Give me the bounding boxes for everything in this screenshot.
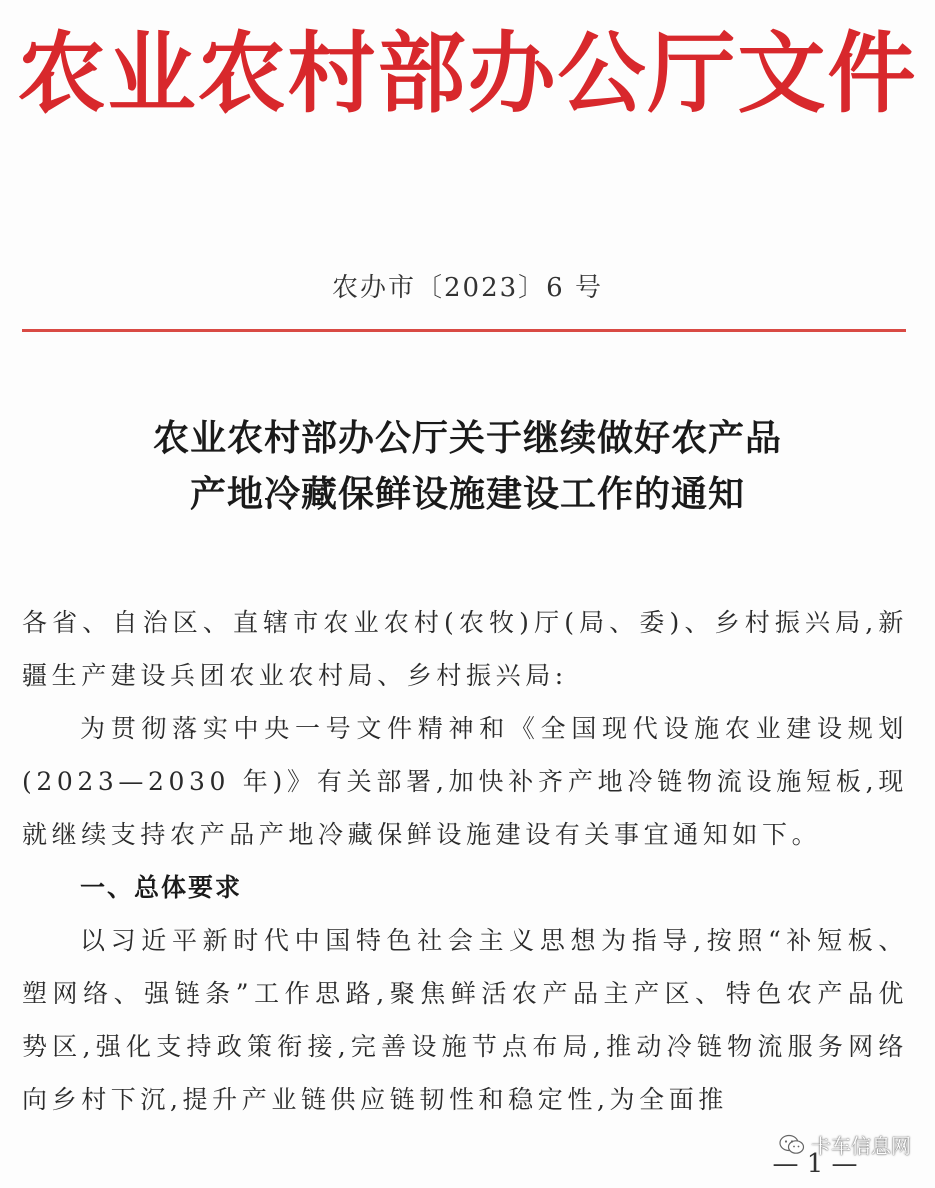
recipients-paragraph: 各省、自治区、直辖市农业农村(农牧)厅(局、委)、乡村振兴局,新疆生产建设兵团农业农村局、乡村振兴局: <box>22 608 908 690</box>
page-number: — 1 — <box>772 1149 858 1179</box>
watermark-text: 卡车信息网 <box>811 1134 911 1158</box>
masthead-title: 农业农村部办公厅文件 <box>17 21 918 125</box>
notice-body <box>22 596 908 1126</box>
section-1-paragraph: 以习近平新时代中国特色社会主义思想为指导,按照“补短板、塑网络、强链条”工作思路,聚焦鲜活农产品主产区、特色农产品优势区,强化支持政策衔接,完善设施节点布局,推动冷链物流服务网络向乡村下沉,提升产业链供应链韧性和稳定性,为全面推 <box>22 926 908 1114</box>
section-1-heading: 一、总体要求 <box>80 873 243 902</box>
notice-title-line-2: 产地冷藏保鲜设施建设工作的通知 <box>189 473 745 515</box>
notice-title-line-1: 农业农村部办公厅关于继续做好农产品 <box>152 417 782 459</box>
notice-title <box>0 410 935 522</box>
intro-paragraph: 为贯彻落实中央一号文件精神和《全国现代设施农业建设规划(2023—2030 年)》有关部署,加快补齐产地冷链物流设施短板,现就继续支持农产品产地冷藏保鲜设施建设有关事宜通知如下。 <box>22 714 908 849</box>
red-divider-line <box>22 329 906 332</box>
document-number: 农办市〔2023〕6 号 <box>332 273 603 303</box>
